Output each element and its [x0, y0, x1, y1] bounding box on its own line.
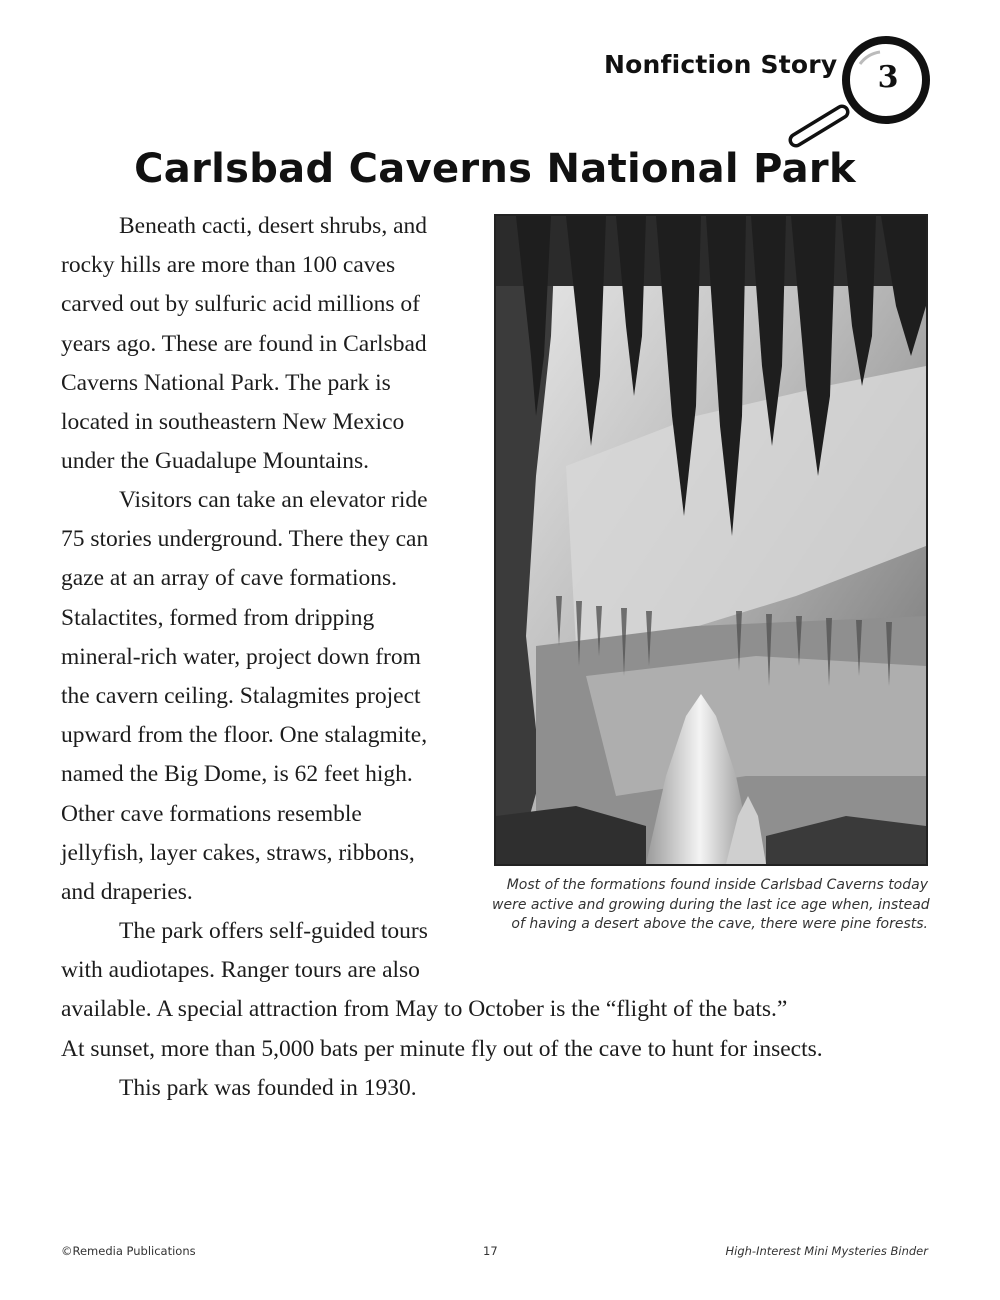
page-title: Carlsbad Caverns National Park [134, 146, 856, 192]
text-line: jellyfish, layer cakes, straws, ribbons, [61, 839, 415, 866]
caption-line: Most of the formations found inside Carlsbad Caverns today [506, 877, 928, 893]
text-line: located in southeastern New Mexico [61, 409, 405, 436]
text-line: At sunset, more than 5,000 bats per minute fly out of the cave to hunt for insects. [61, 1035, 823, 1062]
text-line: years ago. These are found in Carlsbad [61, 330, 427, 357]
text-line: Caverns National Park. The park is [61, 369, 391, 396]
story-number: 3 [877, 60, 899, 95]
paragraph-4 [61, 1069, 941, 1108]
text-line: Beneath cacti, desert shrubs, and [119, 213, 428, 239]
section-label: Nonfiction Story [604, 50, 838, 79]
text-line: Visitors can take an elevator ride [119, 487, 428, 513]
text-line: with audiotapes. Ranger tours are also [61, 957, 420, 984]
text-line: carved out by sulfuric acid millions of [61, 291, 420, 318]
text-line: under the Guadalupe Mountains. [61, 448, 370, 475]
text-line: This park was founded in 1930. [119, 1075, 417, 1101]
caption-line: were active and growing during the last ice age when, instead [492, 896, 930, 913]
photo-caption [492, 876, 928, 935]
magnifier-badge [782, 32, 942, 152]
footer-book-title: High-Interest Mini Mysteries Binder [725, 1244, 928, 1258]
paragraph-3 [61, 912, 941, 1069]
paragraph-2 [61, 481, 471, 912]
text-line: named the Big Dome, is 62 feet high. [61, 761, 413, 788]
footer-page-number: 17 [483, 1244, 498, 1258]
text-line: mineral-rich water, project down from [61, 643, 421, 670]
text-line: the cavern ceiling. Stalagmites project [61, 683, 421, 710]
paragraph-1 [61, 207, 471, 481]
footer-publisher: ©Remedia Publications [61, 1244, 196, 1258]
text-line: rocky hills are more than 100 caves [61, 252, 396, 279]
text-line: Stalactites, formed from dripping [61, 604, 375, 631]
cave-formations-illustration [496, 216, 926, 864]
text-line: gaze at an array of cave formations. [61, 565, 397, 592]
text-line: upward from the floor. One stalagmite, [61, 722, 428, 749]
text-line: Other cave formations resemble [61, 800, 362, 827]
text-line: 75 stories underground. There they can [61, 526, 429, 553]
text-line: The park offers self-guided tours [119, 918, 428, 944]
caption-line: of having a desert above the cave, there were pine forests. [511, 916, 928, 932]
cave-photo [494, 214, 928, 866]
text-line: and draperies. [61, 879, 193, 906]
text-line: available. A special attraction from May to October is the “flight of the bats.” [61, 996, 788, 1023]
